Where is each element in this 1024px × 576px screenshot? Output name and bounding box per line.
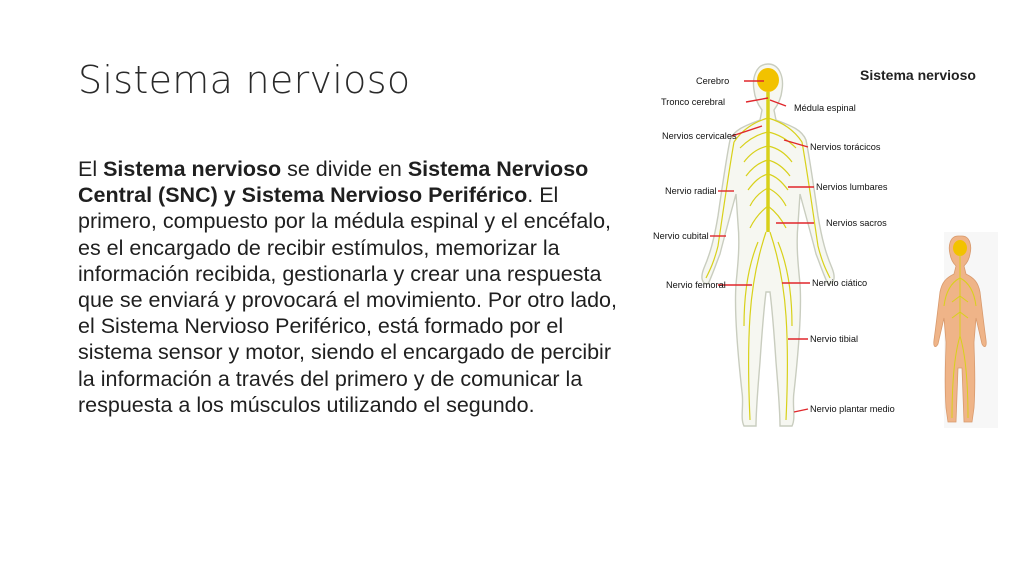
- front-body-figure: [702, 64, 834, 426]
- label-nervio-cubital: Nervio cubital: [653, 231, 709, 241]
- label-nervios-sacros: Nervios sacros: [826, 218, 887, 228]
- label-nervio-ciatico: Nervio ciático: [812, 278, 868, 288]
- nervous-system-diagram: [648, 56, 998, 434]
- label-nervio-plantar-medio: Nervio plantar medio: [810, 404, 895, 414]
- label-nervios-toracicos: Nervios torácicos: [810, 142, 881, 152]
- label-tronco-cerebral: Tronco cerebral: [661, 97, 725, 107]
- back-view-figure: [934, 232, 998, 428]
- label-cerebro: Cerebro: [696, 76, 730, 86]
- label-nervio-tibial: Nervio tibial: [810, 334, 858, 344]
- paragraph-segment: . El primero, compuesto por la médula espinal y el encéfalo, es el encargado de recibir estímulos, memorizar la información recibida, gestionarla y crear una respuesta que se enviará y provocará el movimiento. Por otro lado, el Sistema Nervioso Periférico, está formado por el sistema sensor y motor, siendo el encargado de percibir la información a través del primero y de comunicar la respuesta a los músculos utilizando el segundo.: [78, 183, 617, 417]
- slide-title: Sistema nervioso: [78, 58, 411, 102]
- label-nervios-cervicales: Nervios cervicales: [662, 131, 737, 141]
- nervous-system-figure: [648, 56, 998, 434]
- label-medula-espinal: Médula espinal: [794, 103, 856, 113]
- brain-shape: [757, 68, 779, 92]
- body-paragraph: [78, 156, 626, 418]
- label-nervio-radial: Nervio radial: [665, 186, 717, 196]
- label-nervios-lumbares: Nervios lumbares: [816, 182, 888, 192]
- paragraph-segment: se divide en: [281, 157, 408, 181]
- paragraph-segment: El: [78, 157, 104, 181]
- label-nervio-femoral: Nervio femoral: [666, 280, 726, 290]
- paragraph-bold-term: Sistema Nervioso Central (SNC) y Sistema Nervioso Periférico: [78, 157, 589, 208]
- figure-title: Sistema nervioso: [860, 67, 976, 83]
- paragraph-bold-term: Sistema nervioso: [103, 157, 282, 181]
